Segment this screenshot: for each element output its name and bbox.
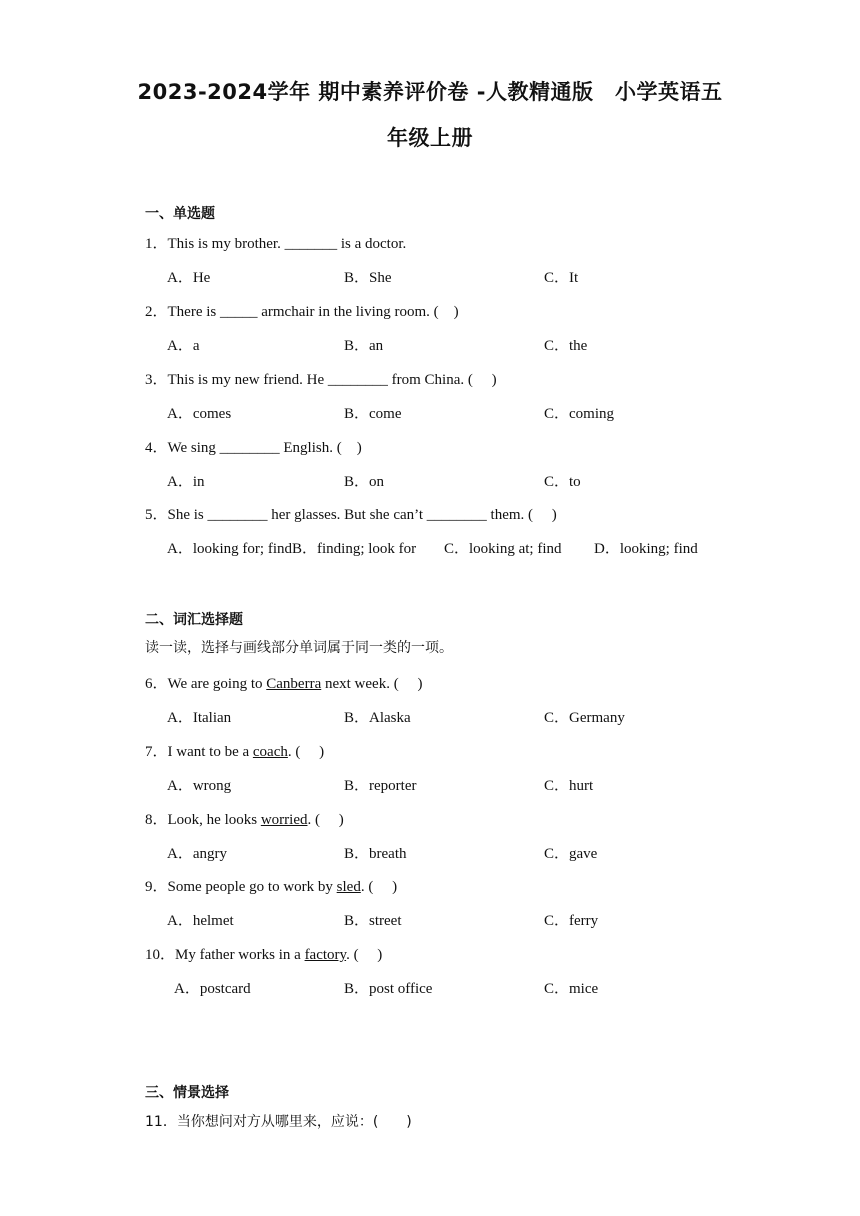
- question-8: [145, 808, 344, 829]
- question-3-option-a: A．comes: [167, 406, 232, 422]
- page-title-line-1: 2023-2024学年 期中素养评价卷 -人教精通版 小学英语五: [137, 80, 723, 104]
- question-9-option-c: C．ferry: [544, 913, 599, 929]
- question-2: 2．There is _____ armchair in the living room. ( ): [145, 304, 459, 320]
- question-5-option-c: C．looking at; find: [444, 541, 562, 557]
- question-8-prefix: 8．Look, he looks: [145, 812, 261, 828]
- question-4-option-b: B．on: [344, 474, 385, 490]
- question-7-option-b: B．reporter: [344, 778, 417, 794]
- question-8-option-c: C．gave: [544, 846, 598, 862]
- question-7-option-c: C．hurt: [544, 778, 594, 794]
- question-7: [145, 740, 324, 761]
- question-5: 5．She is ________ her glasses. But she can’t ________ them. ( ): [145, 507, 557, 523]
- question-6-option-b: B．Alaska: [344, 710, 411, 726]
- question-6-suffix: next week. ( ): [321, 676, 423, 692]
- question-8-option-b: B．breath: [344, 846, 407, 862]
- question-10-underlined-word: factory: [304, 947, 347, 963]
- section-heading-single-choice: 一、单选题: [145, 206, 215, 222]
- question-4: 4．We sing ________ English. ( ): [145, 440, 362, 456]
- question-11: 11．当你想问对方从哪里来，应说：( ): [145, 1114, 412, 1130]
- question-9-suffix: . ( ): [360, 879, 398, 895]
- question-2-option-a: A．a: [167, 338, 200, 354]
- question-8-underlined-word: worried: [260, 812, 308, 828]
- question-6: [145, 672, 422, 693]
- question-2-option-c: C．the: [544, 338, 588, 354]
- question-10-suffix: . ( ): [346, 947, 383, 963]
- question-2-option-b: B．an: [344, 338, 384, 354]
- question-6-option-a: A．Italian: [167, 710, 232, 726]
- question-3: 3．This is my new friend. He ________ from China. ( ): [145, 372, 497, 388]
- question-1-option-b: B．She: [344, 270, 392, 286]
- section-instruction: 读一读，选择与画线部分单词属于同一类的一项。: [145, 640, 453, 656]
- question-7-prefix: 7．I want to be a: [145, 744, 253, 760]
- question-9: [145, 875, 397, 896]
- question-10-option-b: B．post office: [344, 981, 433, 997]
- question-8-option-a: A．angry: [167, 846, 227, 862]
- question-5-option-a: A．looking for; find: [167, 541, 292, 557]
- question-7-suffix: . ( ): [287, 744, 325, 760]
- question-10: [145, 943, 382, 964]
- question-9-underlined-word: sled: [336, 879, 361, 895]
- question-7-option-a: A．wrong: [167, 778, 232, 794]
- question-4-option-c: C．to: [544, 474, 581, 490]
- question-9-option-a: A．helmet: [167, 913, 234, 929]
- question-5-option-d: D．looking; find: [594, 541, 698, 557]
- question-8-suffix: . ( ): [307, 812, 344, 828]
- question-9-prefix: 9．Some people go to work by: [145, 879, 337, 895]
- question-10-option-c: C．mice: [544, 981, 599, 997]
- question-4-option-a: A．in: [167, 474, 205, 490]
- question-9-option-b: B．street: [344, 913, 402, 929]
- question-1: 1．This is my brother. _______ is a doctor.: [145, 236, 407, 252]
- question-1-option-c: C．It: [544, 270, 579, 286]
- page-title-line-2: 年级上册: [387, 126, 473, 150]
- question-5-option-b: B．finding; look for: [292, 541, 417, 557]
- question-10-prefix: 10．My father works in a: [145, 947, 305, 963]
- question-6-underlined-word: Canberra: [266, 676, 322, 692]
- question-10-option-a: A．postcard: [174, 981, 251, 997]
- section-heading-vocabulary: 二、词汇选择题: [145, 612, 243, 628]
- section-heading-situational: 三、情景选择: [145, 1085, 229, 1101]
- question-1-option-a: A．He: [167, 270, 211, 286]
- question-3-option-c: C．coming: [544, 406, 614, 422]
- question-6-prefix: 6．We are going to: [145, 676, 267, 692]
- question-7-underlined-word: coach: [252, 744, 288, 760]
- question-3-option-b: B．come: [344, 406, 402, 422]
- question-6-option-c: C．Germany: [544, 710, 625, 726]
